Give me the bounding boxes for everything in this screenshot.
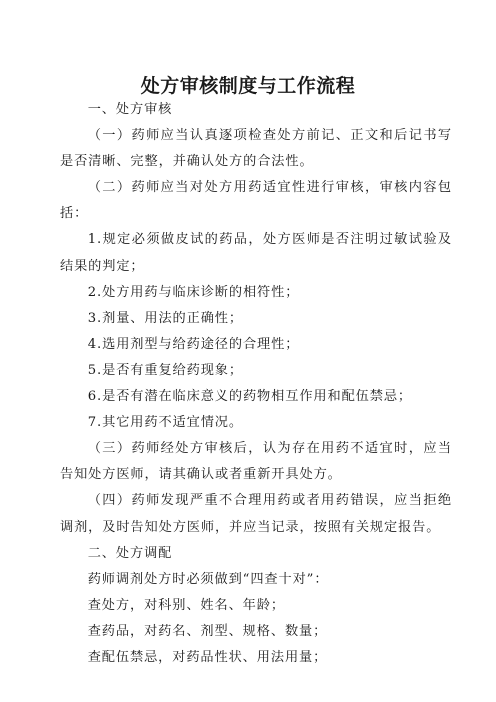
section-heading-review: 一、处方审核 <box>87 102 173 117</box>
list-item-4: 4.选用剂型与给药途径的合理性； <box>87 336 300 352</box>
list-item-2: 2.处方用药与临床诊断的相符性； <box>87 284 300 300</box>
paragraph-review-2: （二）药师应当对处方用药适宜性进行审核，审核内容包括： <box>60 180 452 222</box>
check-item-3: 查配伍禁忌，对药品性状、用法用量； <box>87 649 328 665</box>
check-item-2: 查药品，对药名、剂型、规格、数量； <box>87 623 328 639</box>
list-item-5: 5.是否有重复给药现象； <box>87 362 243 378</box>
paragraph-dispensing-intro: 药师调剂处方时必须做到“四查十对”： <box>87 571 329 587</box>
check-item-1: 查处方，对科别、姓名、年龄； <box>87 597 285 613</box>
list-item-3: 3.剂量、用法的正确性； <box>87 310 243 326</box>
document-body <box>60 97 452 671</box>
list-item-7: 7.其它用药不适宜情况。 <box>87 415 243 431</box>
document-title: 处方审核制度与工作流程 <box>140 75 356 97</box>
paragraph-review-3: （三）药师经处方审核后，认为存在用药不适宜时，应当告知处方医师，请其确认或者重新开具处方。 <box>60 441 452 483</box>
paragraph-review-4: （四）药师发现严重不合理用药或者用药错误，应当拒绝调剂，及时告知处方医师，并应当记录，按照有关规定报告。 <box>60 493 452 535</box>
list-item-1: 1.规定必须做皮试的药品，处方医师是否注明过敏试验及结果的判定； <box>60 232 452 274</box>
section-heading-dispensing: 二、处方调配 <box>87 545 173 561</box>
list-item-6: 6.是否有潜在临床意义的药物相互作用和配伍禁忌； <box>87 389 413 405</box>
paragraph-review-1: （一）药师应当认真逐项检查处方前记、正文和后记书写是否清晰、完整，并确认处方的合法性。 <box>60 128 452 170</box>
